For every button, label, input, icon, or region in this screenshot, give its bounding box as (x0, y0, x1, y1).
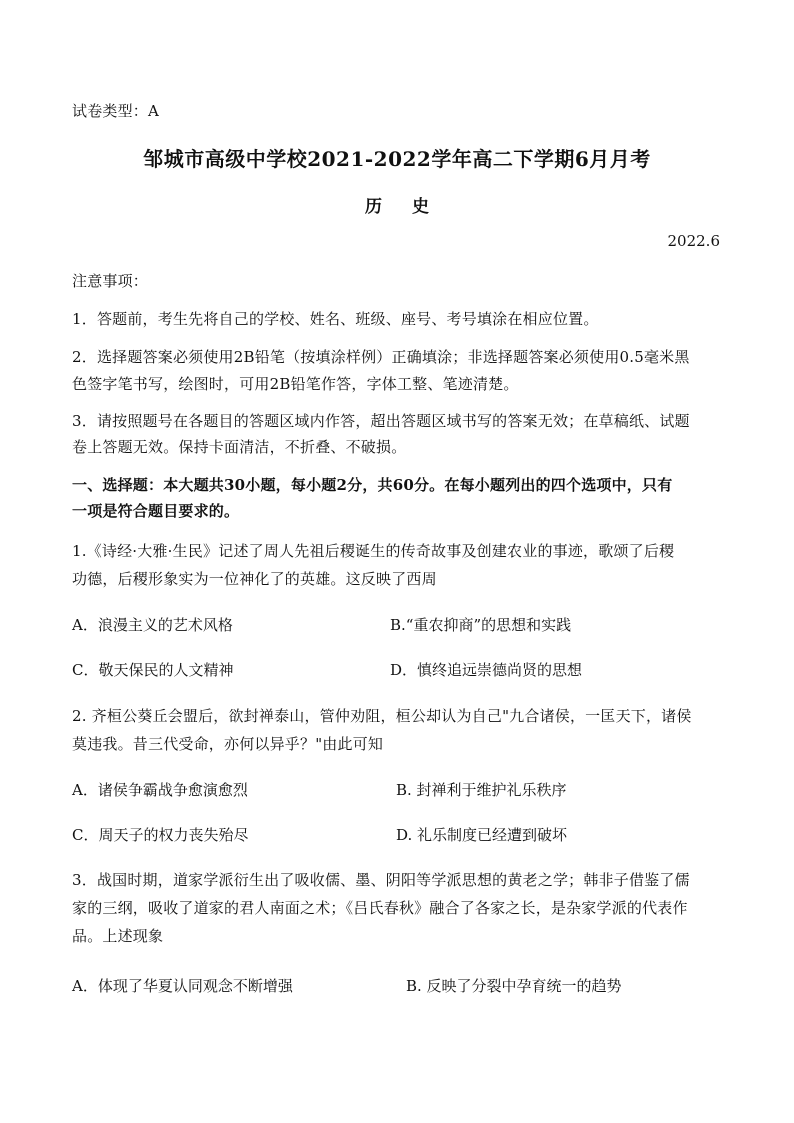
subject-char: 历 (365, 197, 383, 217)
question-2-option-a: A．诸侯争霸战争愈演愈烈 (72, 781, 248, 799)
question-3-stem: 家的三纲，吸收了道家的君人南面之术；《吕氏春秋》融合了各家之长，是杂家学派的代表作 (72, 899, 688, 917)
question-1-option-c: C．敬天保民的人文精神 (72, 661, 234, 679)
question-1-option-b: B.“重农抑商”的思想和实践 (390, 616, 572, 634)
question-2-option-b: B. 封禅利于维护礼乐秩序 (396, 781, 567, 799)
question-2-stem: 莫违我。昔三代受命，亦何以异乎？"由此可知 (72, 735, 384, 753)
question-2-stem: 2. 齐桓公葵丘会盟后，欲封禅泰山，管仲劝阻，桓公却认为自己"九合诸侯，一匡天下，诸侯 (72, 707, 692, 725)
question-1-option-a: A．浪漫主义的艺术风格 (72, 616, 233, 634)
section-heading: 一项是符合题目要求的。 (72, 502, 240, 520)
exam-title: 邹城市高级中学校2021-2022学年高二下学期6月月考 (143, 147, 651, 171)
question-3-stem: 品。上述现象 (72, 927, 164, 945)
note-line: 色签字笔书写，绘图时，可用2B铅笔作答，字体工整、笔迹清楚。 (72, 375, 519, 393)
question-1-option-d: D．慎终追远崇德尚贤的思想 (390, 661, 583, 679)
question-3-option-b: B. 反映了分裂中孕育统一的趋势 (406, 977, 622, 995)
notes-heading: 注意事项： (72, 272, 149, 290)
subject-title (0, 192, 794, 217)
subject-char: 史 (411, 197, 429, 217)
question-3-stem: 3．战国时期，道家学派衍生出了吸收儒、墨、阴阳等学派思想的黄老之学；韩非子借鉴了儒 (72, 871, 690, 889)
question-2-option-d: D. 礼乐制度已经遭到破坏 (396, 826, 568, 844)
note-line: 3．请按照题号在各题目的答题区域内作答，超出答题区域书写的答案无效；在草稿纸、试题 (72, 412, 690, 430)
section-heading: 一、选择题：本大题共30小题，每小题2分，共60分。在每小题列出的四个选项中，只有 (72, 476, 673, 494)
question-1-stem: 功德，后稷形象实为一位神化了的英雄。这反映了西周 (72, 570, 437, 588)
note-line: 卷上答题无效。保持卡面清洁，不折叠、不破损。 (72, 438, 407, 456)
exam-date: 2022.6 (667, 232, 720, 250)
paper-type-label: 试卷类型：A (72, 102, 160, 120)
note-line: 2．选择题答案必须使用2B铅笔（按填涂样例）正确填涂；非选择题答案必须使用0.5毫米黑 (72, 348, 690, 366)
question-2-option-c: C．周天子的权力丧失殆尽 (72, 826, 249, 844)
question-3-option-a: A．体现了华夏认同观念不断增强 (72, 977, 293, 995)
note-line: 1．答题前，考生先将自己的学校、姓名、班级、座号、考号填涂在相应位置。 (72, 310, 599, 328)
question-1-stem: 1.《诗经·大雅·生民》记述了周人先祖后稷诞生的传奇故事及创建农业的事迹，歌颂了后稷 (72, 542, 675, 560)
